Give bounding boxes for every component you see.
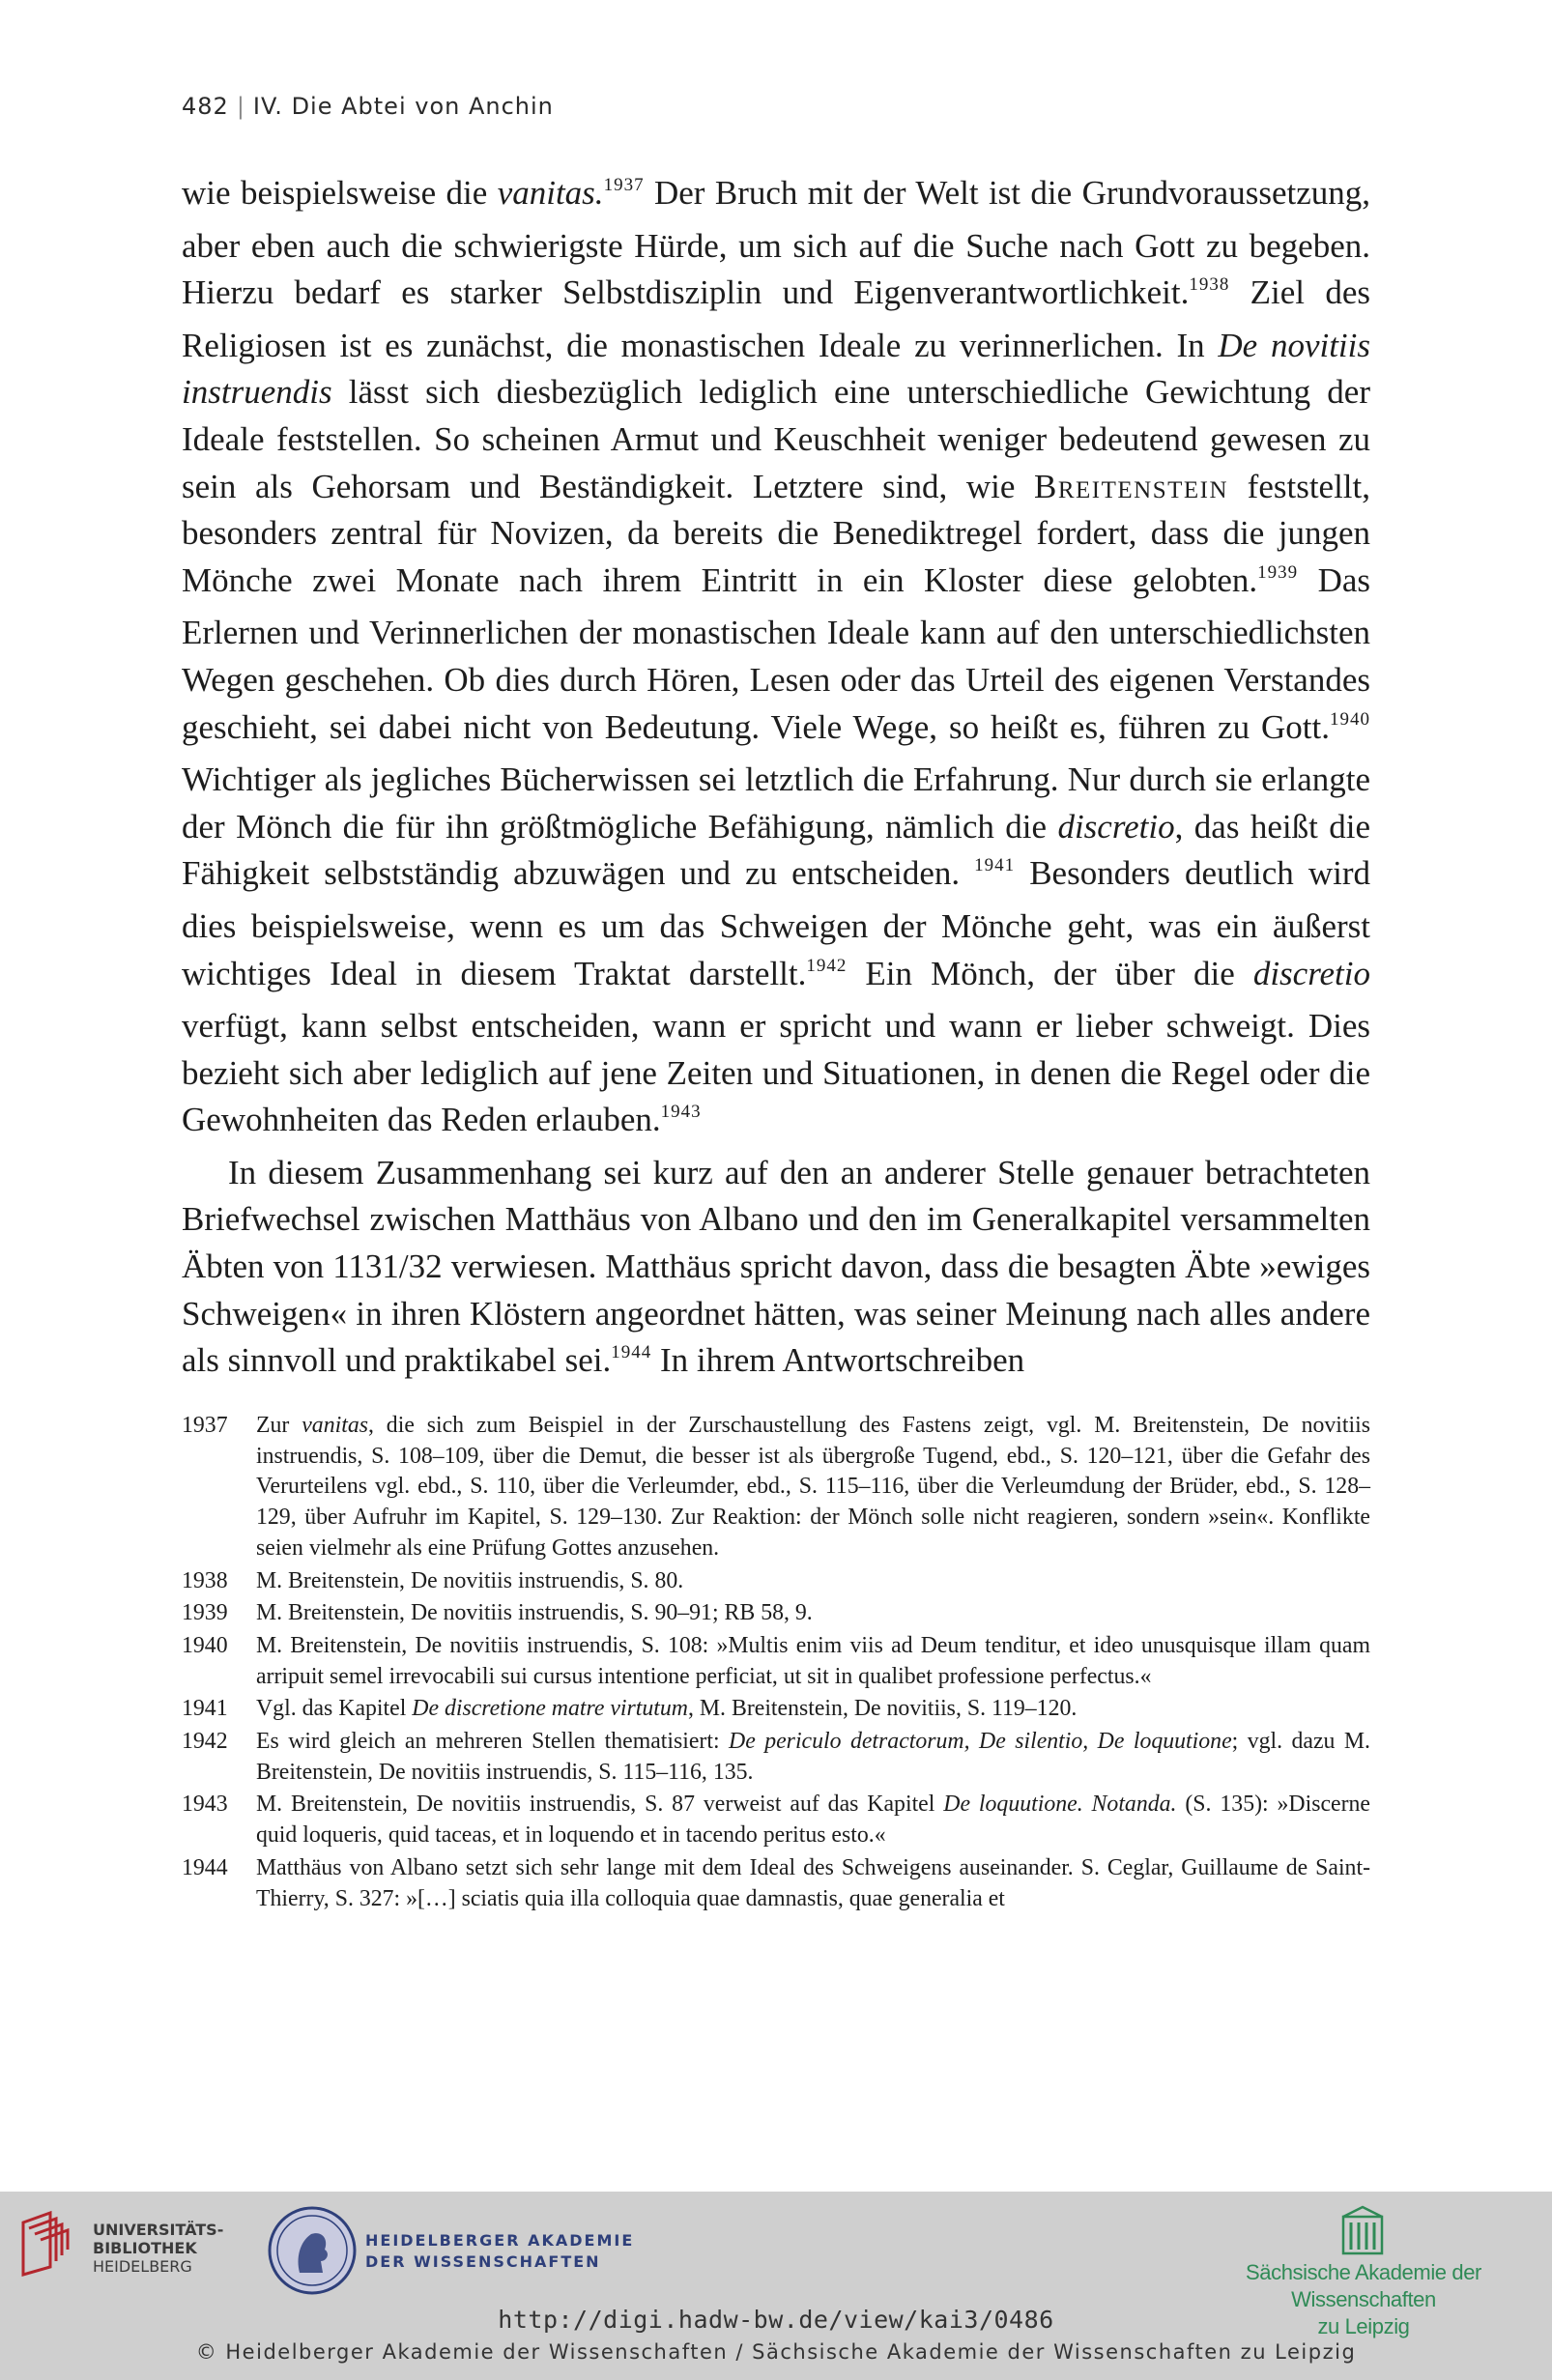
text-run: Ziel des Religiosen ist es zunächst, die monastischen Ideale zu verinnerlichen. In: [182, 273, 1370, 364]
university-library-logo-text: UNIVERSITÄTS- BIBLIOTHEK HEIDELBERG: [93, 2221, 224, 2276]
page-number: 482: [182, 93, 229, 120]
footnote-ref-1939[interactable]: 1939: [1257, 561, 1299, 583]
footnote-ref-1940[interactable]: 1940: [1330, 708, 1370, 730]
chapter-title: IV. Die Abtei von Anchin: [252, 93, 554, 120]
footnote-ref-1937[interactable]: 1937: [603, 175, 645, 195]
footnote-number: 1940: [182, 1632, 228, 1658]
footnote-text: Es wird gleich an mehreren Stellen thematisiert: De periculo detractorum, De silentio, De loquutione; vgl. dazu M. Breitenstein, De novitiis instruendis, S. 115–116, 135.: [256, 1729, 1370, 1785]
running-head: [182, 93, 554, 120]
text-run-italic: discretio: [1252, 954, 1370, 992]
footnote-1942: [182, 1727, 1370, 1788]
academy-logo-text: HEIDELBERGER AKADEMIE DER WISSENSCHAFTEN: [365, 2231, 635, 2271]
footnote-ref-1941[interactable]: 1941: [974, 855, 1016, 876]
body-text: [182, 170, 1370, 1391]
footnote-1937: [182, 1411, 1370, 1564]
text-run: In ihrem Antwortschreiben: [651, 1341, 1025, 1380]
footnote-number: 1939: [182, 1600, 228, 1626]
footnote-number: 1944: [182, 1854, 228, 1880]
footnote-number: 1937: [182, 1413, 228, 1438]
text-run-italic: discretio: [1057, 807, 1175, 846]
text-run: Der Bruch mit der Welt ist die Grundvoraussetzung, aber eben auch die schwierigste Hürde, um sich auf die Suche nach Gott zu begeben. Hierzu bedarf es starker Selbstdisziplin und Eigenverantwortlichkeit.: [182, 174, 1371, 312]
footnote-ref-1943[interactable]: 1943: [660, 1102, 702, 1123]
footnote-text: M. Breitenstein, De novitiis instruendis, S. 80.: [256, 1567, 684, 1593]
footnote-text: Vgl. das Kapitel De discretione matre virtutum, M. Breitenstein, De novitiis, S. 119–120.: [256, 1696, 1078, 1722]
text-run: Wichtiger als jegliches Bücherwissen sei letztlich die Erfahrung. Nur durch sie erlangte der Mönch die für ihn größtmögliche Befähigung, nämlich die: [182, 760, 1370, 846]
author-name-smallcaps: Breitenstein: [1034, 467, 1229, 505]
footnote-number: 1943: [182, 1792, 228, 1818]
running-head-separator: |: [236, 93, 245, 120]
footnote-1938: [182, 1566, 1370, 1597]
footnote-text: M. Breitenstein, De novitiis instruendis, S. 108: »Multis enim viis ad Deum tenditur, et ideo unusquisque illam quam arripuit semel irrevocabili sui cursus intentione perficiat, ut sit in qualibet professione perfectus.«: [256, 1632, 1370, 1689]
text-run: lässt sich diesbezüglich lediglich eine unterschiedliche Gewichtung der Ideale feststellen. So scheinen Armut und Keuschheit weniger bedeutend gewesen zu sein als Gehorsam und Beständigkeit. Letztere sind, wie: [182, 373, 1370, 505]
saxon-academy-logo-text: Sächsische Akademie der Wissenschaften zu Leipzig: [1246, 2260, 1481, 2338]
footnote-1944: [182, 1853, 1370, 1914]
text-run-italic: De novitiis instruendis: [182, 326, 1370, 412]
text-run: feststellt, besonders zentral für Novizen, da bereits die Benediktregel fordert, dass die jungen Mönche zwei Monate nach ihrem Eintritt in ein Kloster diese gelobten.: [182, 467, 1370, 599]
footnote-number: 1938: [182, 1567, 228, 1593]
text-run: Das Erlernen und Verinnerlichen der monastischen Ideale kann auf den unterschiedlichsten Wegen geschehen. Ob dies durch Hören, Lesen oder das Urteil des eigenen Verstandes geschieht, sei dabei nicht von Bedeutung. Viele Wege, so heißt es, führen zu Gott.: [182, 560, 1370, 746]
paragraph: [182, 170, 1370, 1150]
text-run: , das heißt die Fähigkeit selbstständig abzuwägen und zu entscheiden.: [182, 807, 1370, 893]
paragraph: [182, 1150, 1370, 1391]
footnote-number: 1942: [182, 1729, 228, 1755]
text-run-italic: vanitas.: [497, 174, 604, 212]
academy-seal-icon: [267, 2205, 358, 2296]
footnote-ref-1938[interactable]: 1938: [1189, 274, 1230, 296]
text-run: verfügt, kann selbst entscheiden, wann er spricht und wann er lieber schweigt. Dies bezieht sich aber lediglich auf jene Zeiten und Situationen, in denen die Regel oder die Gewohnheiten das Reden erlauben.: [182, 1007, 1370, 1139]
footnote-1943: [182, 1790, 1370, 1850]
footnote-ref-1942[interactable]: 1942: [806, 955, 848, 976]
footnote-1941: [182, 1694, 1370, 1725]
text-run: wie beispielsweise die: [182, 174, 498, 212]
permalink-url[interactable]: http://digi.hadw-bw.de/view/kai3/0486: [498, 2306, 1054, 2334]
footnote-1939: [182, 1598, 1370, 1629]
digitization-footer: [0, 2192, 1552, 2380]
footnote-ref-1944[interactable]: 1944: [611, 1342, 652, 1363]
text-run: Besonders deutlich wird dies beispielsweise, wenn es um das Schweigen der Mönche geht, was ein äußerst wichtiges Ideal in diesem Traktat darstellt.: [182, 854, 1370, 992]
footnote-number: 1941: [182, 1696, 228, 1722]
saxon-academy-building-icon: [1341, 2205, 1384, 2255]
footnote-1940: [182, 1631, 1370, 1692]
text-run: Ein Mönch, der über die: [847, 954, 1253, 992]
copyright-notice: © Heidelberger Akademie der Wissenschaften / Sächsische Akademie der Wissenschaften zu Leipzig: [195, 2340, 1357, 2364]
footnote-text: M. Breitenstein, De novitiis instruendis, S. 87 verweist auf das Kapitel De loquutione. Notanda. (S. 135): »Discerne quid loqueris, quid taceas, et in loquendo et in tacendo peritus esto.«: [256, 1792, 1370, 1849]
text-run: In diesem Zusammenhang sei kurz auf den an anderer Stelle genauer betrachteten Briefwechsel zwischen Matthäus von Albano und den im Generalkapitel versammelten Äbten von 1131/32 verwiesen. Matthäus spricht davon, dass die besagten Äbte »ewiges Schweigen« in ihren Klöstern angeordnet hätten, was seiner Meinung nach alles andere als sinnvoll und praktikabel sei.: [182, 1153, 1370, 1380]
university-library-logo-icon: [17, 2207, 87, 2277]
footnote-text: Zur vanitas, die sich zum Beispiel in der Zurschaustellung des Fastens zeigt, vgl. M. Breitenstein, De novitiis instruendis, S. 108–109, über die Demut, die besser ist als übergroße Tugend, ebd., S. 120–121, über die Gefahr des Verurteilens vgl. ebd., S. 110, über die Verleumder, ebd., S. 115–116, über die Verleumdung der Brüder, ebd., S. 128–129, über Aufruhr im Kapitel, S. 129–130. Zur Reaktion: der Mönch solle nicht reagieren, sondern »sein«. Konflikte seien vielmehr als eine Prüfung Gottes anzusehen.: [256, 1413, 1371, 1561]
footnote-text: Matthäus von Albano setzt sich sehr lange mit dem Ideal des Schweigens auseinander. S. Ceglar, Guillaume de Saint-Thierry, S. 327: »[…] sciatis quia illa colloquia quae damnastis, quae generalia et: [256, 1854, 1370, 1911]
footnote-text: M. Breitenstein, De novitiis instruendis, S. 90–91; RB 58, 9.: [256, 1600, 813, 1626]
footnotes: [182, 1411, 1370, 1914]
